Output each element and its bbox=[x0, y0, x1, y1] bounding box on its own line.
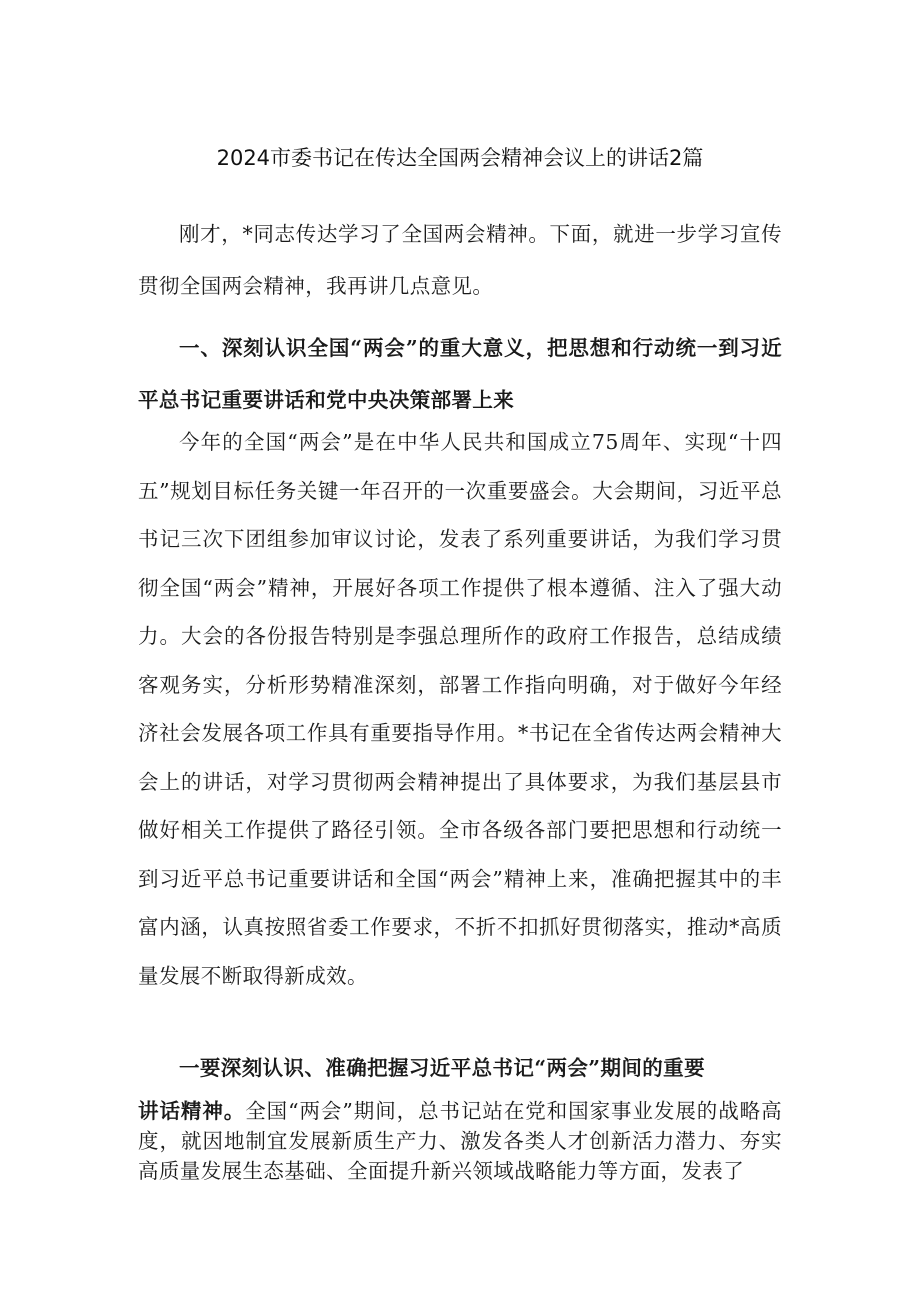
subsection-body: 全国“两会”期间，总书记站在党和国家事业发展的战略高度，就因地制宜发展新质生产力、激发各类人才创新活力潜力、夯实高质量发展生态基础、全面提升新兴领域战略能力等方面，发表了 bbox=[138, 1099, 783, 1183]
subsection-heading: 一要深刻认识、准确把握习近平总书记“两会”期间的重要 bbox=[179, 1056, 705, 1080]
intro-paragraph: 刚才，*同志传达学习了全国两会精神。下面，就进一步学习宣传贯彻全国两会精神，我再讲几点意见。 bbox=[138, 222, 782, 298]
subsection-paragraph bbox=[138, 1096, 782, 1186]
subsection-lead: 讲话精神。 bbox=[138, 1099, 246, 1123]
section-body-paragraph: 今年的全国“两会”是在中华人民共和国成立75周年、实现“十四五”规划目标任务关键一年召开的一次重要盛会。大会期间，习近平总书记三次下团组参加审议讨论，发表了系列重要讲话，为我们学习贯彻全国“两会”精神，开展好各项工作提供了根本遵循、注入了强大动力。大会的各份报告特别是李强总理所作的政府工作报告，总结成绩客观务实，分析形势精准深刻，部署工作指向明确，对于做好今年经济社会发展各项工作具有重要指导作用。*书记在全省传达两会精神大会上的讲话，对学习贯彻两会精神提出了具体要求，为我们基层县市做好相关工作提供了路径引领。全市各级各部门要把思想和行动统一到习近平总书记重要讲话和全国“两会”精神上来，准确把握其中的丰富内涵，认真按照省委工作要求，不折不扣抓好贯彻落实，推动*高质量发展不断取得新成效。 bbox=[138, 430, 782, 988]
document-title: 2024市委书记在传达全国两会精神会议上的讲话2篇 bbox=[216, 146, 704, 170]
section-heading: 一、深刻认识全国“两会”的重大意义，把思想和行动统一到习近平总书记重要讲话和党中央决策部署上来 bbox=[138, 336, 782, 412]
